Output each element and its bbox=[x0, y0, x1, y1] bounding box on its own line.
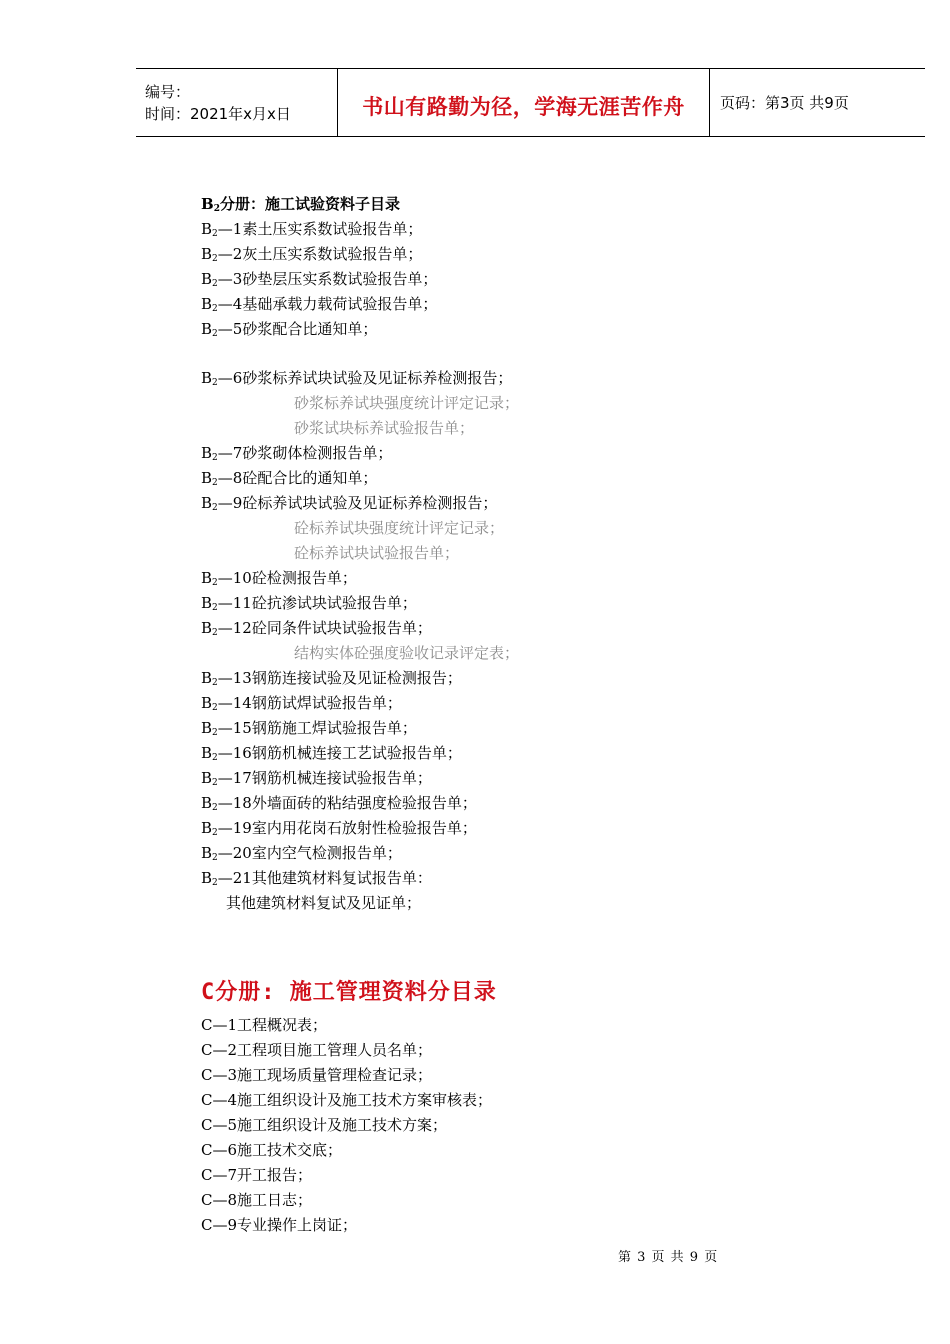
page-footer: 第 3 页 共 9 页 bbox=[618, 1250, 719, 1265]
b2-item: $B_2—10$砼检测报告单； bbox=[201, 569, 357, 588]
b2-item: $B_2—5$砂浆配合比通知单； bbox=[201, 320, 378, 339]
b2-item: $B_2—17$钢筋机械连接试验报告单； bbox=[201, 769, 432, 788]
b2-title: $B_2$分册：施工试验资料子目录 bbox=[201, 195, 400, 214]
b2-subitem: 砼标养试块强度统计评定记录； bbox=[294, 519, 505, 537]
c-section bbox=[201, 1013, 841, 1238]
b2-item: $B_2—19$室内用花岗石放射性检验报告单； bbox=[201, 819, 477, 838]
page-header bbox=[136, 68, 925, 137]
motto: 书山有路勤为径，学海无涯苦作舟 bbox=[362, 94, 685, 119]
b2-item: $B_2—16$钢筋机械连接工艺试验报告单； bbox=[201, 744, 462, 763]
b2-item: $B_2—2$灰土压实系数试验报告单； bbox=[201, 245, 423, 264]
b2-subitem: 结构实体砼强度验收记录评定表； bbox=[294, 644, 520, 662]
b2-item: $B_2—18$外墙面砖的粘结强度检验报告单； bbox=[201, 794, 477, 813]
b2-subitem: 砂浆标养试块强度统计评定记录； bbox=[294, 394, 520, 412]
b2-item: $B_2—12$砼同条件试块试验报告单； bbox=[201, 619, 432, 638]
b2-item: $B_2—13$钢筋连接试验及见证检测报告； bbox=[201, 669, 462, 688]
b2-subitem: 其他建筑材料复试及见证单； bbox=[226, 894, 422, 912]
c-section-title: C分册: 施工管理资料分目录 bbox=[201, 980, 497, 1005]
header-motto-cell bbox=[338, 69, 710, 136]
c-item: C—9专业操作上岗证； bbox=[201, 1216, 358, 1234]
c-item: C—7开工报告； bbox=[201, 1166, 313, 1184]
c-item: C—2工程项目施工管理人员名单； bbox=[201, 1041, 433, 1059]
page-info: 页码：第3页 共9页 bbox=[720, 94, 849, 112]
c-item: C—5施工组织设计及施工技术方案； bbox=[201, 1116, 448, 1134]
number-label: 编号： bbox=[145, 82, 191, 101]
b2-item: $B_2—4$基础承载力载荷试验报告单； bbox=[201, 295, 438, 314]
b2-item: $B_2—3$砂垫层压实系数试验报告单； bbox=[201, 270, 438, 289]
b2-item: $B_2—14$钢筋试焊试验报告单； bbox=[201, 694, 402, 713]
b2-item: $B_2—6$砂浆标养试块试验及见证标养检测报告； bbox=[201, 369, 513, 388]
c-item: C—1工程概况表； bbox=[201, 1016, 328, 1034]
b2-item: $B_2—21$其他建筑材料复试报告单： bbox=[201, 869, 432, 888]
b2-item: $B_2—20$室内空气检测报告单； bbox=[201, 844, 402, 863]
b2-section bbox=[201, 192, 841, 916]
c-item: C—6施工技术交底； bbox=[201, 1141, 343, 1159]
b2-subitem: 砼标养试块试验报告单； bbox=[294, 544, 460, 562]
b2-item: $B_2—1$素土压实系数试验报告单； bbox=[201, 220, 423, 239]
c-item: C—3施工现场质量管理检查记录； bbox=[201, 1066, 433, 1084]
b2-item: $B_2—9$砼标养试块试验及见证标养检测报告； bbox=[201, 494, 498, 513]
b2-item: $B_2—15$钢筋施工焊试验报告单； bbox=[201, 719, 417, 738]
header-page-cell bbox=[710, 69, 925, 136]
b2-item: $B_2—7$砂浆砌体检测报告单； bbox=[201, 444, 393, 463]
c-item: C—8施工日志； bbox=[201, 1191, 313, 1209]
blank-line bbox=[201, 342, 841, 366]
time-label: 时间：2021年x月x日 bbox=[145, 104, 291, 123]
b2-item: $B_2—11$砼抗渗试块试验报告单； bbox=[201, 594, 417, 613]
b2-subitem: 砂浆试块标养试验报告单； bbox=[294, 419, 475, 437]
c-item: C—4施工组织设计及施工技术方案审核表； bbox=[201, 1091, 493, 1109]
header-meta-cell bbox=[136, 69, 338, 136]
b2-item: $B_2—8$砼配合比的通知单； bbox=[201, 469, 378, 488]
